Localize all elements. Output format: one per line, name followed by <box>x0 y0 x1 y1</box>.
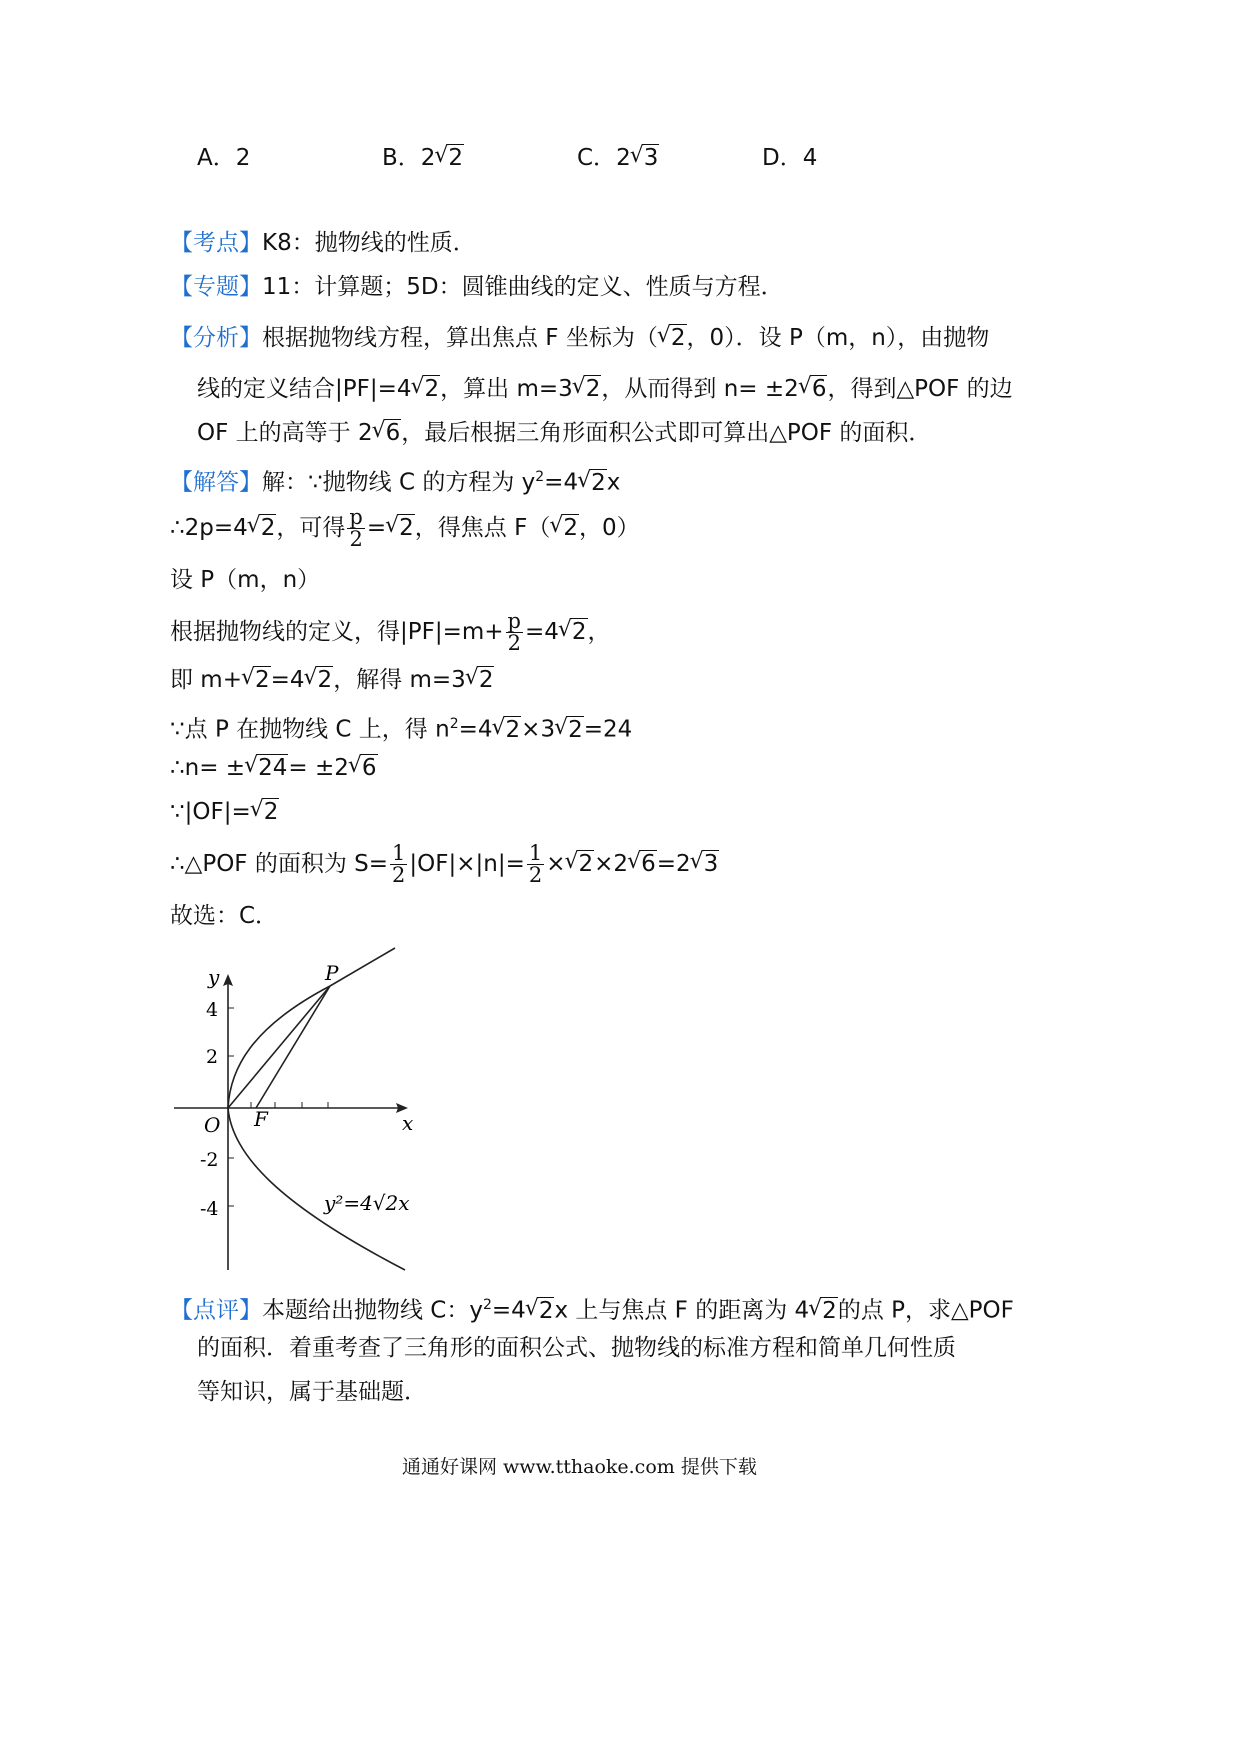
fenxi-text: 根据抛物线方程，算出焦点 F 坐标为（ <box>262 325 658 351</box>
step-text: |OF|×|n|= <box>409 851 525 877</box>
radicand: 2 <box>538 1297 554 1324</box>
radicand: 2 <box>505 716 521 743</box>
step-2: 设 P（m，n） <box>170 567 321 593</box>
fenxi-text: ，0）．设 P（m，n），由抛物 <box>686 325 990 351</box>
option-a <box>197 143 250 173</box>
step-text: ∴△POF 的面积为 S= <box>170 851 389 877</box>
parabola-figure <box>170 940 440 1280</box>
option-d-prefix: D． <box>762 145 803 171</box>
sqrt <box>550 513 579 543</box>
step-5 <box>170 709 632 745</box>
fenxi-text: ，得到△POF 的边 <box>827 376 1013 402</box>
radicand: 2 <box>263 799 279 825</box>
step-text: ∴2p=4 <box>170 515 248 541</box>
numerator: p <box>507 609 521 633</box>
segment-op <box>228 986 330 1108</box>
radicand: 2 <box>317 667 333 693</box>
dianping-text: 本题给出抛物线 C：y <box>262 1297 483 1324</box>
step-text: ∵点 P 在抛物线 C 上，得 n <box>170 716 450 743</box>
kaodian-text: K8：抛物线的性质． <box>262 230 476 256</box>
numerator: 1 <box>528 841 543 865</box>
origin-label: O <box>204 1113 221 1137</box>
radicand: 24 <box>258 755 288 781</box>
sqrt <box>412 374 441 404</box>
radicand: 2 <box>399 515 414 541</box>
sqrt <box>578 468 607 498</box>
step-4 <box>170 665 494 695</box>
denominator: 2 <box>528 863 543 887</box>
curve-label: y²=4√2x <box>324 1191 410 1215</box>
tag-kaodian: 【考点】 <box>170 230 262 256</box>
radicand: 6 <box>361 755 377 781</box>
step-text: = <box>366 515 387 541</box>
dianping-text: x 上与焦点 F 的距离为 4 <box>554 1297 810 1324</box>
tick-label-2: 2 <box>206 1046 219 1068</box>
radicand: 6 <box>385 420 401 446</box>
tick-label-4: 4 <box>206 999 219 1021</box>
sqrt <box>573 374 602 404</box>
sqrt <box>809 1296 838 1326</box>
radicand: 2 <box>568 716 583 743</box>
y-axis-label: y <box>208 965 220 989</box>
step-8 <box>170 843 719 886</box>
superscript: 2 <box>535 469 545 485</box>
step-text: = ±2 <box>288 755 349 781</box>
option-b-prefix: B． <box>382 145 421 171</box>
step-text: ∴n= ± <box>170 755 246 781</box>
radicand: 2 <box>585 376 601 402</box>
radicand: 2 <box>260 515 276 541</box>
sqrt <box>435 143 464 173</box>
radicand: 2 <box>591 469 606 496</box>
radicand: 2 <box>571 619 587 645</box>
option-b-coef: 2 <box>420 145 436 171</box>
section-dianping-line1 <box>170 1290 1014 1326</box>
numerator: p <box>349 505 363 529</box>
step-text: =4 <box>458 716 493 743</box>
section-fenxi-line2 <box>197 374 1013 404</box>
section-kaodian <box>170 228 476 258</box>
radicand: 2 <box>822 1297 837 1324</box>
radicand: 2 <box>448 145 464 171</box>
radicand: 3 <box>643 145 659 171</box>
step-text: 根据抛物线的定义，得|PF|=m+ <box>170 619 504 645</box>
parabola-upper-extension <box>330 948 395 986</box>
radicand: 6 <box>641 851 656 877</box>
option-b <box>382 143 464 173</box>
sqrt <box>559 617 588 647</box>
option-a-value: 2 <box>235 145 251 171</box>
fenxi-text: OF 上的高等于 2 <box>197 420 373 446</box>
step-text: ×2 <box>594 851 629 877</box>
option-c <box>577 143 659 173</box>
tag-fenxi: 【分析】 <box>170 325 262 351</box>
step-text: ，可得 <box>276 515 346 541</box>
option-a-prefix: A． <box>197 145 236 171</box>
fraction <box>347 507 364 550</box>
step-1 <box>170 507 640 550</box>
radicand: 2 <box>255 667 270 693</box>
section-jieda <box>170 462 620 498</box>
radicand: 3 <box>703 851 719 877</box>
step-text: ，0） <box>578 515 640 541</box>
step-text: ×3 <box>521 716 556 743</box>
sqrt <box>493 715 522 745</box>
jieda-x: x <box>606 469 621 496</box>
radicand: 6 <box>811 376 827 402</box>
section-fenxi-line1 <box>170 323 989 353</box>
parabola-lower <box>228 1108 405 1270</box>
jieda-text: 解：∵抛物线 C 的方程为 y <box>262 469 536 496</box>
dianping-text: =4 <box>491 1297 526 1324</box>
sqrt <box>691 849 720 879</box>
step-text: =4 <box>270 667 305 693</box>
step-9: 故选：C． <box>170 903 279 929</box>
segment-fp <box>256 986 330 1108</box>
fenxi-text: ，算出 m=3 <box>440 376 573 402</box>
sqrt <box>242 665 271 695</box>
tag-dianping: 【点评】 <box>170 1297 262 1324</box>
point-p-label: P <box>325 961 339 985</box>
superscript: 2 <box>482 1297 492 1313</box>
sqrt <box>628 849 657 879</box>
sqrt <box>631 143 660 173</box>
step-7 <box>170 797 279 827</box>
tag-jieda: 【解答】 <box>170 469 262 496</box>
step-3 <box>170 611 611 654</box>
denominator: 2 <box>507 631 521 655</box>
numerator: 1 <box>392 841 406 865</box>
option-d <box>762 143 817 173</box>
radicand: 2 <box>578 851 594 877</box>
step-text: ，得焦点 F（ <box>414 515 551 541</box>
step-6 <box>170 753 378 783</box>
sqrt <box>349 753 378 783</box>
section-fenxi-line3 <box>197 418 931 448</box>
superscript: 2 <box>449 716 459 732</box>
focus-label: F <box>254 1107 268 1131</box>
step-text: =2 <box>656 851 691 877</box>
sqrt <box>373 418 402 448</box>
sqrt <box>386 513 415 543</box>
page-footer: 通通好课网 www.tthaoke.com 提供下载 <box>402 1456 757 1478</box>
option-c-prefix: C． <box>577 145 617 171</box>
sqrt <box>305 665 334 695</box>
dianping-text: 的点 P，求△POF <box>837 1297 1014 1324</box>
radicand: 2 <box>563 515 578 541</box>
section-dianping-line2: 的面积．着重考查了三角形的面积公式、抛物线的标准方程和简单几何性质 <box>197 1335 956 1361</box>
step-text: ， <box>587 619 611 645</box>
fraction <box>506 611 523 654</box>
sqrt <box>555 715 584 745</box>
step-text: ∵|OF|= <box>170 799 251 825</box>
section-zhuanti <box>170 272 784 302</box>
sqrt <box>466 665 495 695</box>
step-text: 即 m+ <box>170 667 242 693</box>
step-text: =24 <box>583 716 633 743</box>
denominator: 2 <box>349 527 363 551</box>
step-text: ，解得 m=3 <box>333 667 466 693</box>
tick-label-neg4: -4 <box>200 1198 219 1220</box>
fenxi-text: ，最后根据三角形面积公式即可算出△POF 的面积． <box>401 420 932 446</box>
denominator: 2 <box>392 863 406 887</box>
fraction <box>527 843 544 886</box>
tick-label-neg2: -2 <box>200 1149 219 1171</box>
option-c-coef: 2 <box>616 145 631 171</box>
tag-zhuanti: 【专题】 <box>170 274 262 300</box>
fraction <box>390 843 407 886</box>
option-d-value: 4 <box>802 145 818 171</box>
sqrt <box>526 1296 555 1326</box>
fenxi-text: ，从而得到 n= ±2 <box>601 376 799 402</box>
zhuanti-text: 11：计算题；5D：圆锥曲线的定义、性质与方程． <box>262 274 784 300</box>
sqrt <box>566 849 595 879</box>
sqrt <box>248 513 277 543</box>
fenxi-text: 线的定义结合|PF|=4 <box>197 376 412 402</box>
radicand: 2 <box>478 667 494 693</box>
section-dianping-line3: 等知识，属于基础题． <box>197 1379 427 1405</box>
sqrt <box>245 753 288 783</box>
jieda-eq: =4 <box>544 469 579 496</box>
x-axis-label: x <box>402 1111 414 1135</box>
sqrt <box>251 797 280 827</box>
step-text: =4 <box>525 619 559 645</box>
sqrt <box>658 323 687 353</box>
radicand: 2 <box>670 325 686 351</box>
sqrt <box>799 374 828 404</box>
step-text: × <box>546 851 566 877</box>
radicand: 2 <box>424 376 440 402</box>
